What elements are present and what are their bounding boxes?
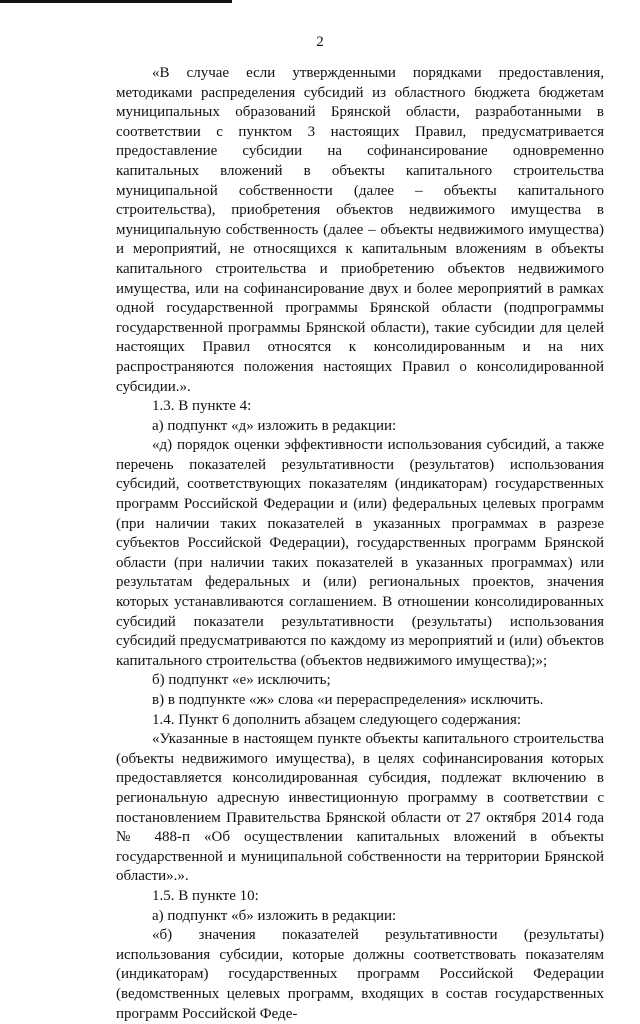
paragraph-subitem-zh: в) в подпункте «ж» слова «и перераспределения» исключить. <box>152 692 544 708</box>
paragraph-subitem-b-intro: а) подпункт «б» изложить в редакции: <box>152 907 397 924</box>
page-number: 2 <box>316 34 324 50</box>
paragraph-item-1-5: 1.5. В пункте 10: <box>152 887 259 904</box>
paragraph-subitem-d-text: «д) порядок оценки эффективности использования субсидий, а также перечень показателей результативности (результатов) использования субсидий, соответствующих показателям (индикаторам) государственных программ Российской Федерации и (или) федеральных целевых программ (при наличии таких показателей в указанных программах в разрезе субъектов Российской Федерации), государственных программ Брянской области (при наличии таких показателей в указанных программах) или результатам федеральных и (или) региональных проектов, значения которых устанавливаются соглашением. В отношении консолидированных субсидий показатели результативности (результаты) использования субсидий предусматриваются по каждому из мероприятий и (или) объектов капитального строительства (объектов недвижимого имущества);»; <box>116 437 604 669</box>
paragraph-item-1-3: 1.3. В пункте 4: <box>152 398 252 415</box>
top-rule <box>0 0 232 3</box>
paragraph-subitem-d-intro: а) подпункт «д» изложить в редакции: <box>152 417 397 434</box>
paragraph-item-1-4: 1.4. Пункт 6 дополнить абзацем следующего содержания: <box>152 711 522 728</box>
paragraph-subitem-e: б) подпункт «е» исключить; <box>152 672 331 689</box>
paragraph-item-1-4-text: «Указанные в настоящем пункте объекты капитального строительства (объекты недвижимого имущества), в целях софинансирования которых предоставляется консолидированная субсидия, подлежат включению в региональную адресную инвестиционную программу в соответствии с постановлением Правительства Брянской области от 27 октября 2014 года № 488-п «Об осуществлении капитальных вложений в объекты государственной и муниципальной собственности на территории Брянской области».». <box>116 731 604 885</box>
paragraph-subitem-b-text: «б) значения показателей результативности (результаты) использования субсидии, которые должны соответствовать показателям (индикаторам) государственных программ Российской Федерации (ведомственных целевых программ, входящих в состав государственных программ Российской Феде- <box>116 927 604 1022</box>
paragraph-consolidated-subsidy-definition: «В случае если утвержденными порядками предоставления, методиками распределения субсидий из областного бюджета бюджетам муниципальных образований Брянской области, разработанными в соответствии с пунктом 3 настоящих Правил, предусматривается предоставление субсидии на софинансирование одновременно капитальных вложений в объекты капитального строительства муниципальной собственности (далее – объекты капитального строительства), приобретения объектов недвижимого имущества в муниципальную собственность (далее – объекты недвижимого имущества) и мероприятий, не относящихся к капитальным вложениям в объекты капитального строительства и приобретению объектов недвижимого имущества, или на софинансирование двух и более мероприятий в рамках одной государственной программы Брянской области (подпрограммы государственной программы Брянской области), такие субсидии для целей настоящих Правил относятся к консолидированным и на них распространяются положения настоящих Правил о консолидированной субсидии.». <box>116 65 604 395</box>
document-body <box>116 64 604 1024</box>
